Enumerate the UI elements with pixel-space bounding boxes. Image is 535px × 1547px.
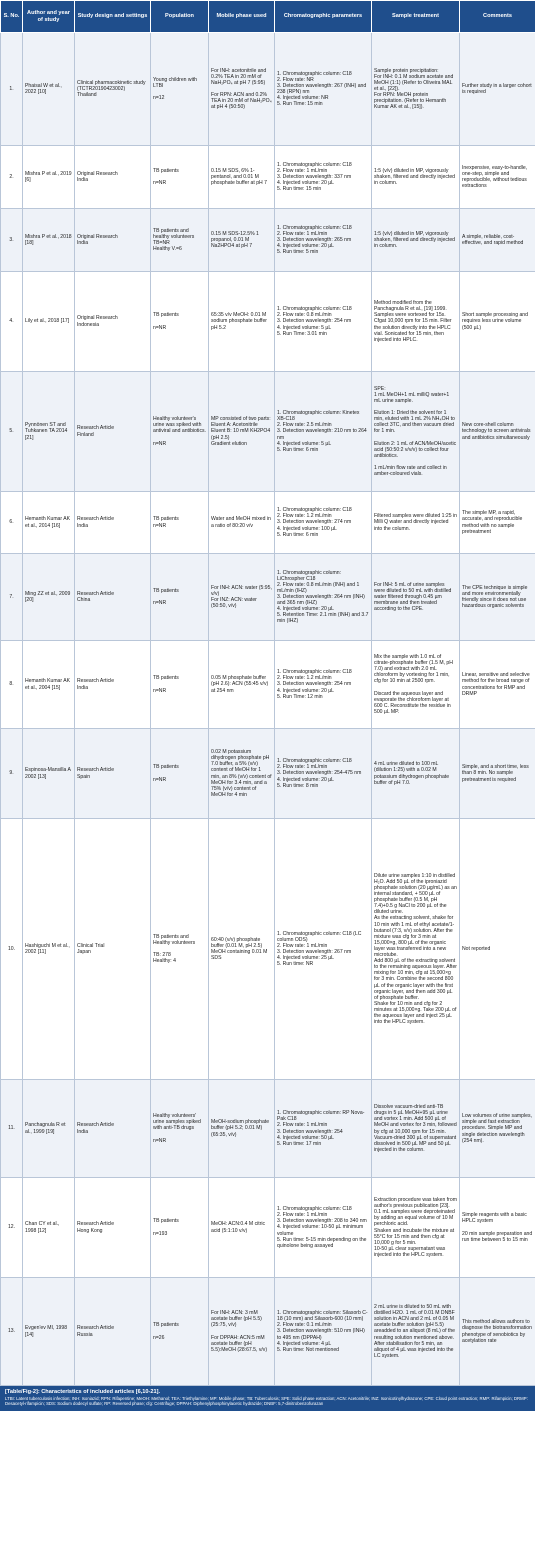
cell-design [75, 819, 151, 1080]
cell-chromatographic [275, 209, 372, 272]
cell-population [151, 729, 209, 819]
cell-population [151, 554, 209, 641]
table-row [1, 272, 535, 372]
cell-sno [1, 819, 23, 1080]
cell-chromatographic [275, 1178, 372, 1278]
table-row [1, 641, 535, 729]
cell-author [23, 146, 75, 209]
cell-author [23, 1080, 75, 1178]
cell-comments-text: Not reported [462, 945, 491, 952]
cell-chromatographic-text: 1. Chromatographic column: C18 2. Flow rate: 1 mL/min 3. Detection wavelength: 254-475 nm 4. Injected volume: 20 µL 5. Run time: 8 min [277, 758, 362, 789]
cell-population-text: TB patients n=NR [153, 312, 179, 331]
cell-mobile-phase [209, 272, 275, 372]
cell-sno [1, 209, 23, 272]
cell-design-text: Original Research India [77, 233, 118, 246]
cell-author [23, 209, 75, 272]
cell-author [23, 819, 75, 1080]
cell-author-text: Chan CY et al., 1998 [12] [25, 1221, 60, 1234]
cell-sno [1, 492, 23, 554]
cell-chromatographic [275, 819, 372, 1080]
cell-design [75, 1080, 151, 1178]
cell-mobile-phase-text: MeOH-sodium phosphate buffer (pH 5.2; 0.01 M) (65:35, v/v) [211, 1119, 270, 1138]
cell-comments-text: Linear, sensitive and selective method for the broad range of concentrations for RMP and DRMP [462, 672, 530, 697]
cell-design [75, 209, 151, 272]
cell-design [75, 554, 151, 641]
cell-comments [460, 492, 535, 554]
cell-chromatographic-text: 1. Chromatographic column: C18 2. Flow rate: 1.2 mL/min 3. Detection wavelength: 254 nm 4. Injected volume: 20 µL 5. Run Time: 12 min [277, 669, 352, 700]
cell-sample-treatment [372, 33, 460, 146]
cell-mobile-phase-text: MeOH: ACN:0.4 M citric acid (5:1:10 v/v) [211, 1221, 266, 1234]
cell-author [23, 729, 75, 819]
cell-author-text: Evgen'ev MI, 1998 [14] [25, 1325, 68, 1338]
cell-sno [1, 729, 23, 819]
cell-design-text: Research Article India [77, 678, 115, 691]
cell-population-text: TB patients n=NR [153, 167, 179, 187]
cell-mobile-phase-text: 0.15 M SDS-12.5% 1 propanol, 0.01 M Na2HPO4 at pH 7 [211, 230, 259, 250]
cell-design-text: Original Research Indonesia [77, 315, 118, 328]
cell-mobile-phase [209, 1080, 275, 1178]
cell-sample-treatment [372, 1080, 460, 1178]
cell-population-text: TB patients n=26 [153, 1322, 179, 1341]
table-row [1, 492, 535, 554]
cell-chromatographic [275, 729, 372, 819]
header-design: Study design and settings [75, 1, 151, 33]
cell-design-text: Research Article India [77, 516, 115, 529]
cell-chromatographic [275, 641, 372, 729]
cell-chromatographic-text: 1. Chromatographic column: Silasorb C-18 (10 mm) and Silasorb-600 (10 mm) 2. Flow rate: 0.1 mL/min 3. Detection wavelength: 510 nm (INH) to 495 nm (DPPAH) 4. Injected volume: 4 µL 5. Run time: Not mentioned [277, 1310, 368, 1353]
cell-design [75, 729, 151, 819]
table-row [1, 1178, 535, 1278]
cell-sample-treatment-text: Dilute urine samples 1:10 in distilled H₂O. Add 50 µL of the iproniazid phosphate solution (20 µg/mL) as an internal standard, + 500 µL of phosphate buffer (0.5 M, pH 7.4)+0.5 g NaCl to 200 µL of the diluted urine. As the extracting solvent, shake for 10 min with 1 mL of ethyl acetate/1-butanol (7:3, v/v) solution. After the mixture was cfg for 3 min at 15,000×g, 800 µL of the organic layer was transferred into a new microtube. Add 800 µL of the extracting solvent to the remaining aqueous layer. After mixing for 10 min, cfg at 15,000×g for 3 min. Combine the second 800 µL of the organic layer with the first organic layer, and then add 300 µL of phosphate buffer. Shake for 10 min and cfg for 2 minutes at 15,000×g. Take 200 µL of the aqueous layer and inject 25 µL into the HPLC system. [374, 872, 457, 1026]
caption-title: [Table/Fig-2]: Characteristics of included articles [6,10-21]. [5, 1389, 161, 1395]
cell-design-text: Original Research India [77, 170, 118, 183]
cell-chromatographic [275, 272, 372, 372]
cell-sno-text: 10. [7, 945, 16, 952]
cell-population-text: Healthy volunteer's urine was spiked with antiviral and antibiotics. n=NR [153, 416, 206, 447]
cell-design-text: Clinical pharmacokinetic study (TCTR20190423002) Thailand [77, 79, 146, 99]
table-caption [0, 1386, 535, 1411]
cell-author-text: Hemanth Kumar AK et al., 2004 [15] [25, 678, 71, 691]
cell-chromatographic-text: 1. Chromatographic column: C18 (LC column ODS) 2. Flow rate: 1 mL/min 3. Detection wavelength: 267 nm 4. Injected volume: 25 µL 5. Run time: NR [277, 930, 362, 968]
cell-comments [460, 33, 535, 146]
table-row [1, 1278, 535, 1386]
cell-mobile-phase-text: 65:35 v/v MeOH: 0.01 M sodium phosphate buffer pH 5.2 [211, 312, 267, 331]
cell-chromatographic-text: 1. Chromatographic column: Kinetex XB-C18 2. Flow rate: 2.5 mL/min 3. Detection wavelength: 210 nm to 264 nm 4. Injected volume: 5 µL 5. Run time: 6 min [277, 410, 367, 453]
cell-chromatographic [275, 372, 372, 492]
cell-comments-text: Further study in a larger cohort is required [462, 82, 532, 95]
cell-chromatographic-text: 1. Chromatographic column: C18 2. Flow rate: 1 mL/min 3. Detection wavelength: 265 nm 4. Injected volume: 20 µL 5. Run time: 5 min [277, 224, 352, 256]
cell-population-text: TB patients n=NR [153, 675, 179, 694]
cell-sno-text: 3. [9, 236, 14, 243]
cell-population-text: Healthy volunteers' urine samples spiked with anti-TB drugs n=NR [153, 1113, 201, 1144]
cell-author-text: Mishra P et al., 2018 [18] [25, 233, 72, 246]
table-row [1, 146, 535, 209]
cell-population [151, 1278, 209, 1386]
cell-population-text: TB patients n=193 [153, 1218, 179, 1237]
cell-comments-text: A simple, reliable, cost-effective, and rapid method [462, 233, 524, 246]
cell-comments-text: This method allows authors to diagnose the biotransformation phenotype of xenobiotics by acetylation rate [462, 1319, 532, 1344]
cell-mobile-phase [209, 146, 275, 209]
cell-author-text: Espinosa-Mansilla A 2002 [13] [25, 767, 71, 780]
cell-sample-treatment-text: 4 mL urine diluted to 100 mL (dilution 1:25) with a 0.02 M potassium dihydrogen phosphate buffer of pH 7.0. [374, 761, 450, 786]
cell-sample-treatment [372, 641, 460, 729]
cell-mobile-phase-text: For INH: acetonitrile and 0.2% TEA in 20 mM of NaH₂PO₄ at pH 7 (5:95) For RPN: ACN and 0.2% TEA in 20 mM of NaH₂PO₄ at pH 4 (50:50) [211, 67, 272, 111]
cell-mobile-phase [209, 33, 275, 146]
table-row [1, 1080, 535, 1178]
cell-chromatographic-text: 1. Chromatographic column: C18 2. Flow rate: 0.8 mL/min 3. Detection wavelength: 254 nm 4. Injected volume: 5 µL 5. Run Time: 3.01 min [277, 306, 352, 337]
cell-sno-text: 7. [9, 593, 14, 600]
cell-chromatographic [275, 492, 372, 554]
cell-sample-treatment [372, 272, 460, 372]
cell-sno-text: 1. [9, 85, 14, 92]
cell-chromatographic [275, 146, 372, 209]
cell-author [23, 272, 75, 372]
cell-author [23, 1178, 75, 1278]
cell-mobile-phase [209, 1278, 275, 1386]
cell-design [75, 272, 151, 372]
cell-comments-text: Short sample processing and requires less urine volume (500 µL) [462, 312, 528, 331]
cell-design [75, 146, 151, 209]
cell-sno-text: 11. [8, 1125, 15, 1132]
cell-population [151, 272, 209, 372]
cell-chromatographic-text: 1. Chromatographic column: LiChrospher C18 2. Flow rate: 0.8 mL/min (INH) and 1 mL/min (IHZ) 3. Detection wavelength: 264 nm (INH) and 365 nm (IHZ) 4. Injected volume: 20 µL 5. Retention Time: 2.1 min (INH) and 3.7 min (IHZ) [277, 569, 369, 625]
cell-sample-treatment-text: Dissolve vacuum-dried anti-TB drugs in 5 µL MeOH+95 µL urine and vortex 1 min. Add 500 µL of MeOH and vortex for 3 min, followed by cfg at 10,000 rpm for 15 min. Vacuum-dried 300 µL of supernatant dissolved in 500 µL MP and 50 µL injected in the column. [374, 1104, 457, 1153]
cell-sno-text: 6. [9, 519, 14, 526]
table-row [1, 372, 535, 492]
cell-mobile-phase [209, 819, 275, 1080]
cell-sample-treatment [372, 1278, 460, 1386]
cell-design-text: Research Article Finland [77, 425, 115, 438]
cell-author [23, 554, 75, 641]
cell-design-text: Research Article Russia [77, 1325, 115, 1338]
cell-author-text: Ming ZZ et al., 2009 [20] [25, 590, 71, 603]
cell-sample-treatment [372, 819, 460, 1080]
cell-chromatographic [275, 554, 372, 641]
cell-mobile-phase [209, 641, 275, 729]
header-sno: S. No. [1, 1, 23, 33]
cell-mobile-phase-text: 60:40 (v/v) phosphate buffer (0.01 M, pH 2.5) MeOH containing 0.01 M SDS [211, 936, 268, 962]
cell-comments-text: Simple reagents with a basic HPLC system 20 min sample preparation and run time between 5 to 15 min [462, 1212, 533, 1243]
cell-comments [460, 729, 535, 819]
cell-chromatographic-text: 1. Chromatographic column: C18 2. Flow rate: NR 3. Detection wavelength: 267 (INH) and 238 (RPN) nm 4. Injected volume: NR 5. Run Time: 15 min [277, 70, 367, 108]
cell-design-text: Research Article India [77, 1122, 115, 1135]
cell-sno-text: 2. [9, 173, 14, 180]
cell-mobile-phase-text: 0.02 M potassium dihydrogen phosphate pH 7.0 buffer, a 5% (v/v) content of MeOH for 1 min, an 8% (v/v) content of MeOH for 3.4 min, and a 75% (v/v) content of MeOH for 4 min [211, 749, 272, 798]
caption-abbreviations: LTBI: Latent tuberculosis infection; INH: Isoniazid; RPN: Rifapentine; MeOH: Methanol; TEA: Triethylamine; MP: Mobile phase; TB: Tuberculosis; SPE: Solid phase extraction; ACN: Acetonitrile; INZ: Isonicotinylhydrazone; CPE: Cloud point extraction; RMP: Rifampicin; DRMP: Desacetyl-rifampicin; SDS: Sodium dodecyl sulfate; RP: Reversed phase; cfg: Centrifuge; DPPAH: Diphenylphosphinylacetic hydrazide; DNBF: 5,7-dinitrobenzofurazan [5, 1396, 528, 1407]
cell-chromatographic [275, 33, 372, 146]
cell-population-text: TB patients and Healthy volunteers TB: 278 Healthy: 4 [153, 933, 196, 965]
header-author: Author and year of study [23, 1, 75, 33]
header-chromatographic: Chromatographic parameters [275, 1, 372, 33]
cell-comments [460, 372, 535, 492]
cell-population [151, 372, 209, 492]
cell-sno [1, 272, 23, 372]
header-sample-treatment: Sample treatment [372, 1, 460, 33]
header-comments: Comments [460, 1, 535, 33]
cell-mobile-phase-text: Water and MeOH mixed in a ratio of 80:20 v/v [211, 516, 271, 529]
cell-comments-text: Low volumes of urine samples, simple and fast extraction procedure. Simple MP and single detection wavelength (254 nm). [462, 1113, 532, 1144]
cell-sno [1, 372, 23, 492]
cell-chromatographic-text: 1. Chromatographic column: C18 2. Flow rate: 1 mL/min 3. Detection wavelength: 337 nm 4. Injected volume: 20 µL 5. Run time: 15 min [277, 161, 352, 193]
cell-comments [460, 641, 535, 729]
cell-sample-treatment-text: For INH: 5 mL of urine samples were diluted to 50 mL with distilled water filtered through 0.45 µm membrane and then treated according to the CPE. [374, 581, 452, 613]
cell-sno [1, 146, 23, 209]
cell-mobile-phase-text: 0.05 M phosphate buffer (pH 2.6): ACN (55:45 v/v) at 254 nm [211, 675, 269, 694]
cell-population-text: TB patients n=NR [153, 587, 179, 607]
cell-population-text: Young children with LTBI n=12 [153, 76, 197, 102]
cell-design [75, 372, 151, 492]
cell-author-text: Hemanth Kumar AK et al., 2014 [16] [25, 516, 71, 529]
cell-sample-treatment-text: Sample protein precipitation: For INH: 0.1 M sodium acetate and MeOH (1:1) (Refer to Oliveira MAL et al., [22]). For RPN: MeOH protein precipitation. (Refer to Hemanth Kumar AK et al., [15]). [374, 67, 454, 111]
cell-design-text: Research Article Hong Kong [77, 1221, 115, 1234]
cell-sno-text: 8. [9, 681, 14, 688]
table-row [1, 729, 535, 819]
cell-design [75, 1278, 151, 1386]
cell-sno [1, 554, 23, 641]
cell-chromatographic [275, 1278, 372, 1386]
cell-sample-treatment [372, 1178, 460, 1278]
cell-comments-text: The simple MP, a rapid, accurate, and reproducible method with no sample pretreatment [462, 510, 523, 535]
cell-author-text: Lily et al., 2018 [17] [25, 318, 70, 325]
header-mobile-phase: Mobile phase used [209, 1, 275, 33]
cell-sample-treatment-text: Mix the sample with 1.0 mL of citrate-phosphate buffer (1.5 M, pH 7.0) and extract with 2.0 mL chloroform by vortexing for 1 min, cfg for 10 min at 2500 rpm. Discard the aqueous layer and evaporate the chloroform layer at 600 C. Reconstitute the residue in 500 µL MP. [374, 653, 453, 715]
cell-author [23, 641, 75, 729]
cell-chromatographic-text: 1. Chromatographic column: RP Nova-Pak C18 2. Flow rate: 1 mL/min 3. Detection wavelength: 254 4. Injected volume: 50 µL 5. Run time: 17 min [277, 1110, 365, 1147]
cell-chromatographic-text: 1. Chromatographic column: C18 2. Flow rate: 1.2 mL/min 3. Detection wavelength: 274 nm 4. Injected volume: 100 µL 5. Run time: 6 min [277, 507, 352, 538]
cell-author-text: Panchagnula R et al., 1999 [19] [25, 1122, 66, 1135]
cell-sno [1, 1080, 23, 1178]
cell-sample-treatment-text: Filtered samples were diluted 1:25 in Milli Q water and directly injected into the column. [374, 513, 457, 532]
cell-mobile-phase [209, 554, 275, 641]
cell-population [151, 1080, 209, 1178]
cell-author [23, 372, 75, 492]
cell-comments [460, 209, 535, 272]
cell-comments [460, 1278, 535, 1386]
cell-sno [1, 1278, 23, 1386]
cell-design [75, 641, 151, 729]
cell-design [75, 33, 151, 146]
cell-sample-treatment [372, 209, 460, 272]
cell-design-text: Research Article Spain [77, 767, 115, 780]
cell-sample-treatment [372, 554, 460, 641]
cell-comments [460, 146, 535, 209]
cell-population [151, 33, 209, 146]
cell-mobile-phase [209, 1178, 275, 1278]
cell-sample-treatment-text: 1:5 (v/v) diluted in MP, vigorously shaken, filtered and directly injected in column. [374, 230, 455, 250]
cell-author [23, 492, 75, 554]
cell-comments [460, 272, 535, 372]
cell-sample-treatment-text: SPE: 1 mL MeOH+1 mL milliQ water+1 mL urine sample. Elution 1: Dried the solvent for 1 min, eluted with 1 mL 2% NH₄OH to collect 3TC, and then vacuum dried for 1 min. Elution 2: 1 mL of ACN/MeOH/acetic acid (50:50:2 v/v/v) to collect four antibiotics. 1 mL/min flow rate and collect in amber-coloured vials. [374, 385, 457, 478]
cell-author-text: Pynnönen ST and Tuhkanen TA 2014 [21] [25, 422, 68, 441]
cell-sample-treatment [372, 372, 460, 492]
cell-sample-treatment-text: 2 mL urine is diluted to 50 mL with distilled H2O. 1 mL of 0.01 M DNBF solution in ACN and 2 mL of 0.05 M acetate buffer solution (pH 5.5) areadded to an aliquot (8 mL) of the resulting solution mentioned above. After stabilisation for 5 min, an aliquot of 4 µL was injected into the LC system. [374, 1304, 455, 1359]
cell-author [23, 33, 75, 146]
cell-mobile-phase-text: For INH: ACN: 3 mM acetate buffer (pH 5.5) (25:75, v/v) For DPPAH: ACN:5 mM acetate buffer (pH 5.5):MeOH (28:67.5, v/v) [211, 1310, 268, 1353]
cell-sno [1, 641, 23, 729]
cell-comments [460, 819, 535, 1080]
cell-sample-treatment-text: Extraction procedure was taken from author's previous publication [23]. 0.1 mL samples were deproteinated by adding an equal volume of 10 M perchloric acid. Shaken and incubate the mixture at 55°C for 15 min and then cfg at 10,000 g for 5 min. 10-50 µL clear supernatant was injected into the HPLC system. [374, 1196, 457, 1258]
table-row [1, 33, 535, 146]
cell-population [151, 146, 209, 209]
cell-mobile-phase [209, 209, 275, 272]
cell-population-text: TB patients and healthy volunteers TB=NR Healthy V.=6 [153, 227, 195, 253]
cell-design-text: Clinical Trial Japan [77, 942, 105, 955]
cell-population [151, 492, 209, 554]
cell-population-text: TB patients n=NR [153, 516, 179, 529]
cell-comments [460, 1080, 535, 1178]
cell-comments-text: The CPE technique is simple and more environmentally friendly since it does not use hazardous organic solvents [462, 584, 528, 610]
cell-population [151, 641, 209, 729]
cell-population [151, 819, 209, 1080]
table-row [1, 209, 535, 272]
cell-sample-treatment-text: Method modified from the Panchagnula R et al., [19] 1999. Samples were vortexed for 15s. Cfgat 10,000 rpm for 15 min. Filter the solution directly into the HPLC vial. Sonicated for 15 min, then injected into HPLC. [374, 300, 452, 343]
cell-mobile-phase [209, 729, 275, 819]
cell-sno [1, 33, 23, 146]
cell-chromatographic-text: 1. Chromatographic column: C18 2. Flow rate: 1 mL/min 3. Detection wavelength: 208 to 340 nm 4. Injected volume: 10-50 µL minimum volume 5. Run time: 5-15 min depending on the quinolone being assayed [277, 1206, 367, 1249]
cell-sno-text: 12. [7, 1224, 16, 1231]
cell-comments-text: New core-shell column technology to screen antivirals and antibiotics simultaneously [462, 422, 531, 441]
cell-author-text: Hashiguchi M et al., 2002 [11] [25, 942, 70, 955]
cell-sample-treatment [372, 146, 460, 209]
cell-mobile-phase-text: For INH: ACN: water (5:95, v/v) For INZ: ACN: water (50:50, v/v) [211, 584, 272, 610]
cell-sno-text: 9. [9, 770, 14, 777]
cell-sample-treatment-text: 1:5 (v/v) diluted in MP, vigorously shaken, filtered and directly injected in column. [374, 167, 455, 187]
cell-sno-text: 4. [9, 318, 14, 325]
cell-comments-text: Inexpensive, easy-to-handle, one-step, simple and reproducible, without tedious extractions [462, 164, 528, 190]
cell-sno-text: 13. [7, 1328, 16, 1335]
cell-population-text: TB patients n=NR [153, 764, 179, 783]
cell-design [75, 1178, 151, 1278]
cell-author [23, 1278, 75, 1386]
cell-author-text: Phaisal W et al., 2022 [10] [25, 82, 62, 95]
table-row [1, 819, 535, 1080]
cell-population [151, 1178, 209, 1278]
cell-mobile-phase-text: 0.15 M SDS, 6% 1-pentanol, and 0.01 M phosphate buffer at pH 7 [211, 167, 267, 187]
table-header-row [1, 1, 535, 33]
cell-mobile-phase [209, 492, 275, 554]
cell-sno [1, 1178, 23, 1278]
cell-mobile-phase [209, 372, 275, 492]
cell-sno-text: 5. [9, 428, 14, 435]
cell-sample-treatment [372, 492, 460, 554]
cell-author-text: Mishra P et al., 2019 [6] [25, 170, 72, 183]
table-row [1, 554, 535, 641]
cell-design-text: Research Article China [77, 590, 115, 603]
cell-population [151, 209, 209, 272]
cell-design [75, 492, 151, 554]
header-population: Population [151, 1, 209, 33]
cell-comments-text: Simple, and a short time, less than 8 min. No sample pretreatment is required [462, 764, 529, 783]
cell-mobile-phase-text: MP consisted of two parts: Eluent A: Acetonitrile Eluent B: 10 mM KH2PO4 (pH 2.5) Gradient elution [211, 416, 271, 447]
cell-sample-treatment [372, 729, 460, 819]
cell-chromatographic [275, 1080, 372, 1178]
cell-comments [460, 554, 535, 641]
cell-comments [460, 1178, 535, 1278]
